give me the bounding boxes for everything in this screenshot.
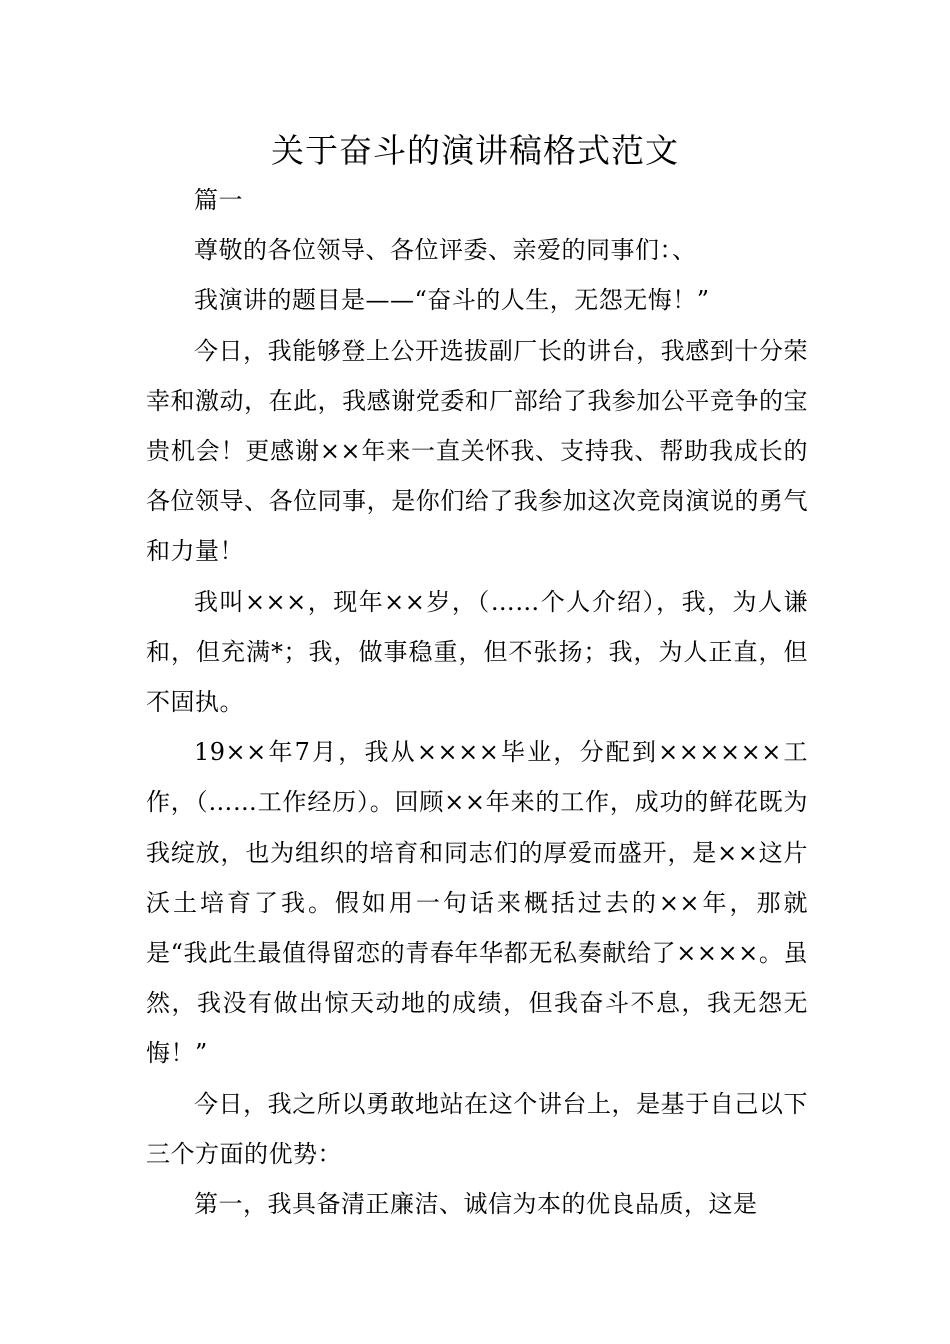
paragraph-salutation: 尊敬的各位领导、各位评委、亲爱的同事们：、 [194, 236, 697, 265]
paragraph-first-advantage: 第一，我具备清正廉洁、诚信为本的优良品质，这是 [194, 1190, 758, 1219]
paragraph-section-label: 篇一 [194, 186, 243, 214]
paragraph-work-history: 19××年7月，我从××××毕业，分配到××××××工作，（……工作经历）。回顾××年来的工作，成功的鲜花既为我绽放，也为组织的培育和同志们的厚爱而盛开，是××这片沃土培育了我。假如用一句话来概括过去的××年，那就是“我此生最值得留恋的青春年华都无私奏献给了××××。虽然，我没有做出惊天动地的成绩，但我奋斗不息，我无怨无悔！” [146, 738, 808, 1068]
document-body [146, 175, 808, 1229]
paragraph-opening: 今日，我能够登上公开选拔副厂长的讲台，我感到十分荣幸和激动，在此，我感谢党委和厂部给了我参加公平竞争的宝贵机会！更感谢××年来一直关怀我、支持我、帮助我成长的各位领导、各位同事，是你们给了我参加这次竞岗演说的勇气和力量！ [146, 336, 808, 566]
paragraph-advantages-intro: 今日，我之所以勇敢地站在这个讲台上，是基于自己以下三个方面的优势： [146, 1089, 808, 1168]
paragraph-speech-topic: 我演讲的题目是——“奋斗的人生，无怨无悔！” [194, 286, 710, 315]
document-title: 关于奋斗的演讲稿格式范文 [271, 131, 679, 170]
paragraph-self-introduction: 我叫×××，现年××岁，（……个人介绍），我，为人谦和，但充满*；我，做事稳重，但不张扬；我，为人正直，但不固执。 [146, 587, 808, 717]
